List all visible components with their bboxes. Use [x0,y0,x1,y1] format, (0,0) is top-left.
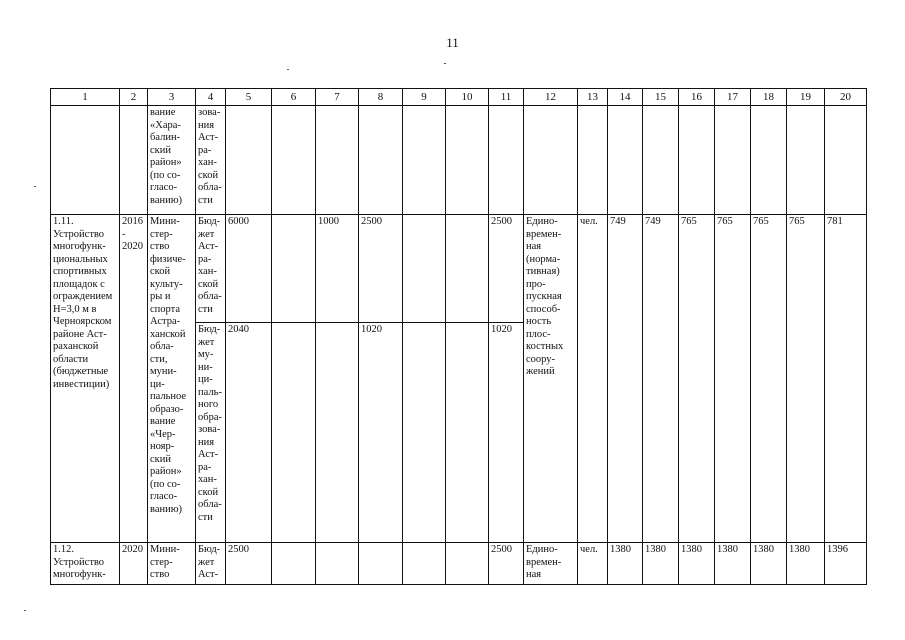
value-cell: 765 [787,215,825,543]
value-cell: 765 [751,215,787,543]
value-cell: 1380 [643,543,679,585]
value-cell: 765 [715,215,751,543]
funding-source-cell: Бюд- жет Аст- ра- хан- ской обла- сти [196,215,226,323]
column-header: 15 [643,89,679,106]
column-header: 11 [489,89,524,106]
value-cell: 1020 [359,323,403,543]
table-cell [679,106,715,215]
table-cell [316,106,359,215]
scan-speck [24,610,26,611]
indicator-cell: Едино- времен- ная [524,543,578,585]
column-header: 16 [679,89,715,106]
column-header: 4 [196,89,226,106]
table-cell [316,323,359,543]
table-cell [825,106,867,215]
value-cell: 749 [608,215,643,543]
table-cell [715,106,751,215]
table-cell [787,106,825,215]
value-cell: 2500 [489,215,524,323]
column-header: 17 [715,89,751,106]
measure-name-cell: 1.12. Устройство многофунк- [51,543,120,585]
organization-cell: вание «Хара- балин- ский район» (по со- гласо- ванию) [148,106,196,215]
unit-cell: чел. [578,215,608,543]
table-cell [524,106,578,215]
measure-name-cell: 1.11. Устройство многофунк- циональных спортивных площадок с ограждением Н=3,0 м в Черноярском районе Аст- раханской области (бюджетные инвестиции) [51,215,120,543]
period-cell: 2020 [120,543,148,585]
column-header: 10 [446,89,489,106]
table-cell [751,106,787,215]
table-cell [51,106,120,215]
table-cell [403,215,446,323]
value-cell: 1396 [825,543,867,585]
value-cell: 1380 [751,543,787,585]
table-cell [446,543,489,585]
value-cell: 1380 [679,543,715,585]
column-header: 12 [524,89,578,106]
value-cell: 1380 [715,543,751,585]
value-cell: 2500 [359,215,403,323]
value-cell: 2500 [489,543,524,585]
column-header: 9 [403,89,446,106]
column-header: 14 [608,89,643,106]
table-cell [608,106,643,215]
table-cell [403,323,446,543]
table-cell [272,543,316,585]
organization-cell: Мини- стер- ство [148,543,196,585]
column-header: 1 [51,89,120,106]
table-cell [120,106,148,215]
funding-source-cell: Бюд- жет му- ни- ци- паль- ного обра- зова- ния Аст- ра- хан- ской обла- сти [196,323,226,543]
table-cell [643,106,679,215]
table-row [51,543,867,585]
indicator-cell: Едино- времен- ная (норма- тивная) про- пускная способ- ность плос- костных соору- жений [524,215,578,543]
page-number: 11 [446,35,459,50]
funding-source-cell: зова- ния Аст- ра- хан- ской обла- сти [196,106,226,215]
value-cell: 765 [679,215,715,543]
table-cell [446,215,489,323]
period-cell: 2016 - 2020 [120,215,148,543]
funding-source-cell: Бюд- жет Аст- [196,543,226,585]
budget-table [50,88,867,585]
column-header: 2 [120,89,148,106]
table-cell [272,323,316,543]
table-cell [359,106,403,215]
table-cell [272,215,316,323]
table-cell [446,323,489,543]
table-cell [489,106,524,215]
value-cell: 781 [825,215,867,543]
value-cell: 2040 [226,323,272,543]
table-cell [446,106,489,215]
column-header: 13 [578,89,608,106]
scan-speck [34,186,36,187]
value-cell: 2500 [226,543,272,585]
table-cell [359,543,403,585]
value-cell: 749 [643,215,679,543]
header-row [51,89,867,106]
scan-speck [287,69,289,70]
table-cell [403,106,446,215]
organization-cell: Мини- стер- ство физиче- ской культу- ры и спорта Астра- ханской обла- сти, муни- ци- пальное образо- вание «Чер- нояр- ский район» (по со- гласо- ванию) [148,215,196,543]
column-header: 8 [359,89,403,106]
table-cell [272,106,316,215]
scan-speck [444,63,446,64]
continuation-row [51,106,867,215]
column-header: 7 [316,89,359,106]
column-header: 20 [825,89,867,106]
table-cell [578,106,608,215]
table-cell [316,543,359,585]
value-cell: 1380 [608,543,643,585]
value-cell: 1380 [787,543,825,585]
value-cell: 1020 [489,323,524,543]
value-cell: 1000 [316,215,359,323]
table-cell [403,543,446,585]
column-header: 5 [226,89,272,106]
column-header: 6 [272,89,316,106]
value-cell: 6000 [226,215,272,323]
table-cell [226,106,272,215]
column-header: 18 [751,89,787,106]
table-row [51,215,867,323]
column-header: 19 [787,89,825,106]
unit-cell: чел. [578,543,608,585]
column-header: 3 [148,89,196,106]
